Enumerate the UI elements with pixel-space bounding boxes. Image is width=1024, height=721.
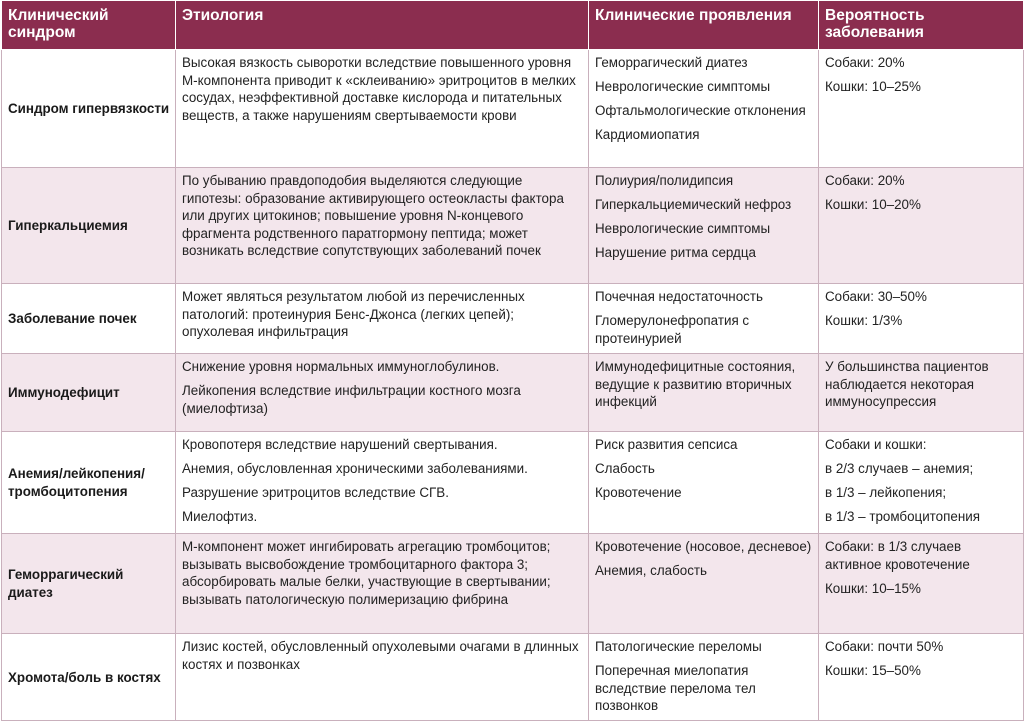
manifestations-cell — [589, 432, 819, 534]
probability-item: Собаки: 20% — [825, 173, 905, 188]
manifestations-item: Анемия, слабость — [595, 563, 708, 579]
probability-item: в 2/3 случаев – анемия; — [825, 461, 974, 477]
syndrome-cell: Хромота/боль в костях — [2, 634, 176, 721]
probability-item: Собаки: 20% — [825, 55, 905, 70]
probability-item: Собаки: в 1/3 случаев активное кровотечение — [825, 539, 970, 572]
etiology-item: По убыванию правдоподобия выделяются следующие гипотезы: образование активирующего остеокласты фактора или других цитокинов; повышение уровня N-концевого фрагмента родственного паратгормону пептида; может возникать вследствие сопутствующих заболеваний почек — [182, 173, 564, 259]
etiology-item: Кровопотеря вследствие нарушений свертывания. — [182, 437, 498, 452]
manifestations-cell — [589, 284, 819, 354]
probability-item: Собаки: почти 50% — [825, 639, 944, 654]
probability-cell — [819, 284, 1024, 354]
header-syndrome: Клинический синдром — [2, 1, 176, 50]
syndromes-table — [1, 0, 1024, 721]
etiology-cell — [176, 354, 589, 432]
table-body — [2, 50, 1024, 721]
syndrome-cell: Анемия/лейкопения/ тромбоцитопения — [2, 432, 176, 534]
etiology-item: Высокая вязкость сыворотки вследствие повышенного уровня М-компонента приводит к «склеиванию» эритроцитов в мелких сосудах, неэффективной доставке кислорода и питательных веществ, а также нарушениям свертываемости крови — [182, 55, 576, 123]
manifestations-cell — [589, 634, 819, 721]
probability-item: Кошки: 10–25% — [825, 79, 921, 95]
etiology-item: Разрушение эритроцитов вследствие СГВ. — [182, 485, 449, 501]
manifestations-item: Риск развития сепсиса — [595, 437, 738, 452]
syndrome-cell: Иммунодефицит — [2, 354, 176, 432]
manifestations-item: Поперечная миелопатия вследствие перелома тел позвонков — [595, 663, 756, 714]
manifestations-item: Кровотечение — [595, 485, 682, 501]
syndrome-cell: Геморрагический диатез — [2, 534, 176, 634]
probability-item: Кошки: 10–15% — [825, 580, 921, 596]
probability-item: в 1/3 – лейкопения; — [825, 485, 947, 501]
table-row — [2, 432, 1024, 534]
table-row — [2, 354, 1024, 432]
manifestations-cell — [589, 50, 819, 168]
manifestations-cell — [589, 354, 819, 432]
header-row — [2, 1, 1024, 50]
manifestations-item: Геморрагический диатез — [595, 55, 748, 70]
etiology-cell — [176, 50, 589, 168]
probability-item: Кошки: 1/3% — [825, 313, 903, 329]
manifestations-item: Нарушение ритма сердца — [595, 245, 756, 261]
manifestations-item: Слабость — [595, 461, 655, 477]
header-manifestations: Клинические проявления — [589, 1, 819, 50]
etiology-item: М-компонент может ингибировать агрегацию тромбоцитов; вызывать высвобождение тромбоцитарного фактора 3; абсорбировать малые белки, участвующие в свертывании; вызывать патологическую полимеризацию фибрина — [182, 539, 551, 607]
manifestations-item: Неврологические симптомы — [595, 79, 771, 95]
table-row — [2, 50, 1024, 168]
table-row — [2, 634, 1024, 721]
etiology-item: Снижение уровня нормальных иммуноглобулинов. — [182, 359, 500, 374]
manifestations-cell — [589, 168, 819, 284]
table-row — [2, 534, 1024, 634]
manifestations-item: Почечная недостаточность — [595, 289, 763, 304]
probability-cell — [819, 168, 1024, 284]
syndrome-cell: Синдром гипервязкости — [2, 50, 176, 168]
probability-cell — [819, 634, 1024, 721]
probability-cell — [819, 50, 1024, 168]
probability-item: в 1/3 – тромбоцитопения — [825, 509, 980, 525]
probability-item: Собаки и кошки: — [825, 437, 927, 452]
probability-item: У большинства пациентов наблюдается некоторая иммуносупрессия — [825, 359, 989, 410]
probability-cell — [819, 354, 1024, 432]
syndrome-cell: Гиперкальциемия — [2, 168, 176, 284]
manifestations-item: Неврологические симптомы — [595, 221, 771, 237]
header-etiology: Этиология — [176, 1, 589, 50]
etiology-item: Лейкопения вследствие инфильтрации костного мозга (миелофтиза) — [182, 383, 521, 416]
probability-item: Собаки: 30–50% — [825, 289, 927, 304]
manifestations-item: Кардиомиопатия — [595, 127, 700, 143]
probability-cell — [819, 534, 1024, 634]
probability-cell — [819, 432, 1024, 534]
etiology-cell — [176, 284, 589, 354]
table-header — [2, 1, 1024, 50]
manifestations-cell — [589, 534, 819, 634]
probability-item: Кошки: 10–20% — [825, 197, 921, 213]
syndrome-cell: Заболевание почек — [2, 284, 176, 354]
etiology-item: Миелофтиз. — [182, 509, 258, 525]
manifestations-item: Полиурия/полидипсия — [595, 173, 734, 188]
etiology-cell — [176, 534, 589, 634]
table-row — [2, 284, 1024, 354]
etiology-item: Анемия, обусловленная хроническими заболеваниями. — [182, 461, 528, 477]
etiology-item: Лизис костей, обусловленный опухолевыми очагами в длинных костях и позвонках — [182, 639, 579, 672]
manifestations-item: Гломерулонефропатия с протеинурией — [595, 313, 750, 346]
probability-item: Кошки: 15–50% — [825, 663, 921, 679]
manifestations-item: Иммунодефицитные состояния, ведущие к развитию вторичных инфекций — [595, 359, 796, 410]
etiology-item: Может являться результатом любой из перечисленных патологий: протеинурия Бенс-Джонса (легких цепей); опухолевая инфильтрация — [182, 289, 525, 340]
manifestations-item: Кровотечение (носовое, десневое) — [595, 539, 812, 554]
header-probability: Вероятность заболевания — [819, 1, 1024, 50]
etiology-cell — [176, 432, 589, 534]
etiology-cell — [176, 634, 589, 721]
etiology-cell — [176, 168, 589, 284]
table-row — [2, 168, 1024, 284]
manifestations-item: Гиперкальциемический нефроз — [595, 197, 792, 213]
manifestations-item: Офтальмологические отклонения — [595, 103, 806, 119]
manifestations-item: Патологические переломы — [595, 639, 762, 654]
